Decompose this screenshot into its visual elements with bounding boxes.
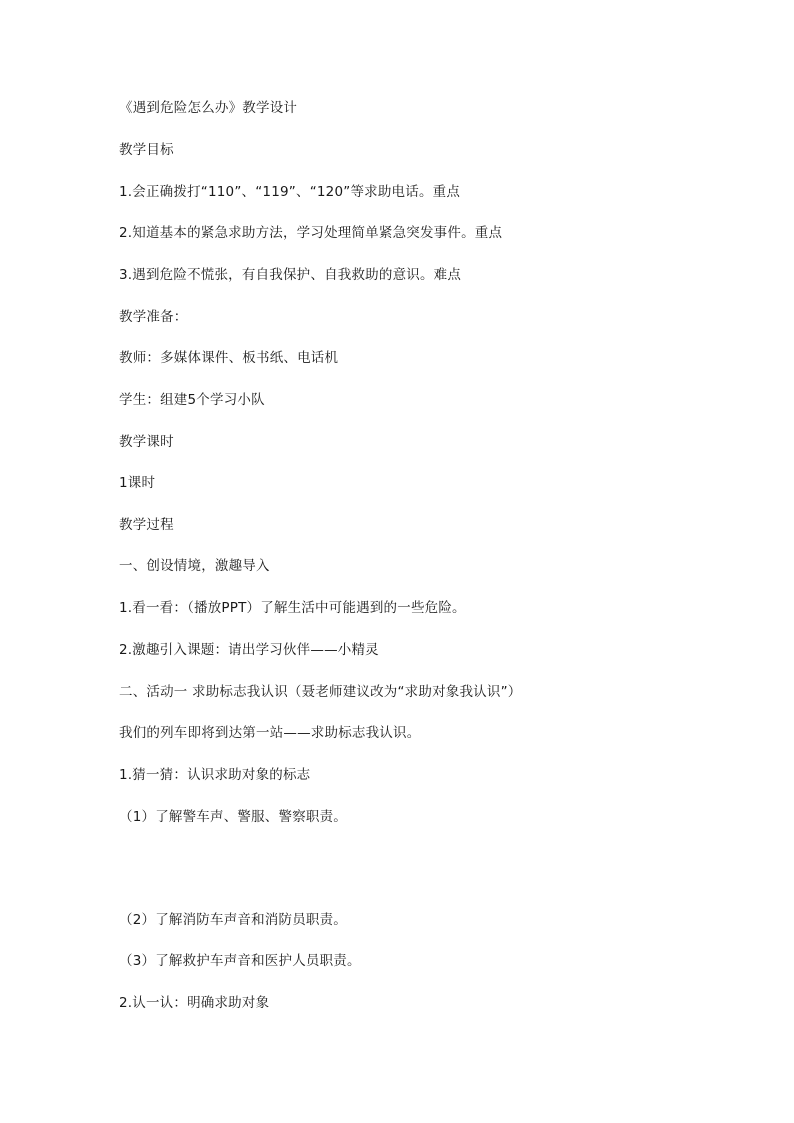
- process-step-1-2: 2.激趣引入课题：请出学习伙伴——小精灵: [119, 642, 379, 658]
- process-substep-1: （1）了解警车声、警服、警察职责。: [119, 809, 347, 825]
- goal-item-1: 1.会正确拨打“110”、“119”、“120”等求助电话。重点: [119, 184, 461, 200]
- document-title: 《遇到危险怎么办》教学设计: [119, 100, 298, 116]
- process-step-2-2: 2.认一认：明确求助对象: [119, 995, 270, 1011]
- section-heading-hours: 教学课时: [119, 434, 174, 450]
- preparation-student: 学生：组建5个学习小队: [119, 392, 265, 408]
- goal-item-3: 3.遇到危险不慌张，有自我保护、自我救助的意识。难点: [119, 267, 462, 283]
- process-step-1-1: 1.看一看：（播放PPT）了解生活中可能遇到的一些危险。: [119, 600, 466, 616]
- preparation-teacher: 教师：多媒体课件、板书纸、电话机: [119, 350, 339, 366]
- process-part-2-intro: 我们的列车即将到达第一站——求助标志我认识。: [119, 725, 421, 741]
- goal-item-2: 2.知道基本的紧急求助方法，学习处理简单紧急突发事件。重点: [119, 225, 503, 241]
- section-heading-goals: 教学目标: [119, 142, 174, 158]
- process-step-2-1: 1.猜一猜：认识求助对象的标志: [119, 767, 311, 783]
- section-heading-preparation: 教学准备：: [119, 309, 188, 325]
- hours-value: 1课时: [119, 475, 156, 491]
- process-substep-3: （3）了解救护车声音和医护人员职责。: [119, 953, 361, 969]
- process-part-2: 二、活动一 求助标志我认识（聂老师建议改为“求助对象我认识”）: [119, 684, 522, 700]
- process-part-1: 一、创设情境，激趣导入: [119, 558, 270, 574]
- process-substep-2: （2）了解消防车声音和消防员职责。: [119, 912, 347, 928]
- section-heading-process: 教学过程: [119, 517, 174, 533]
